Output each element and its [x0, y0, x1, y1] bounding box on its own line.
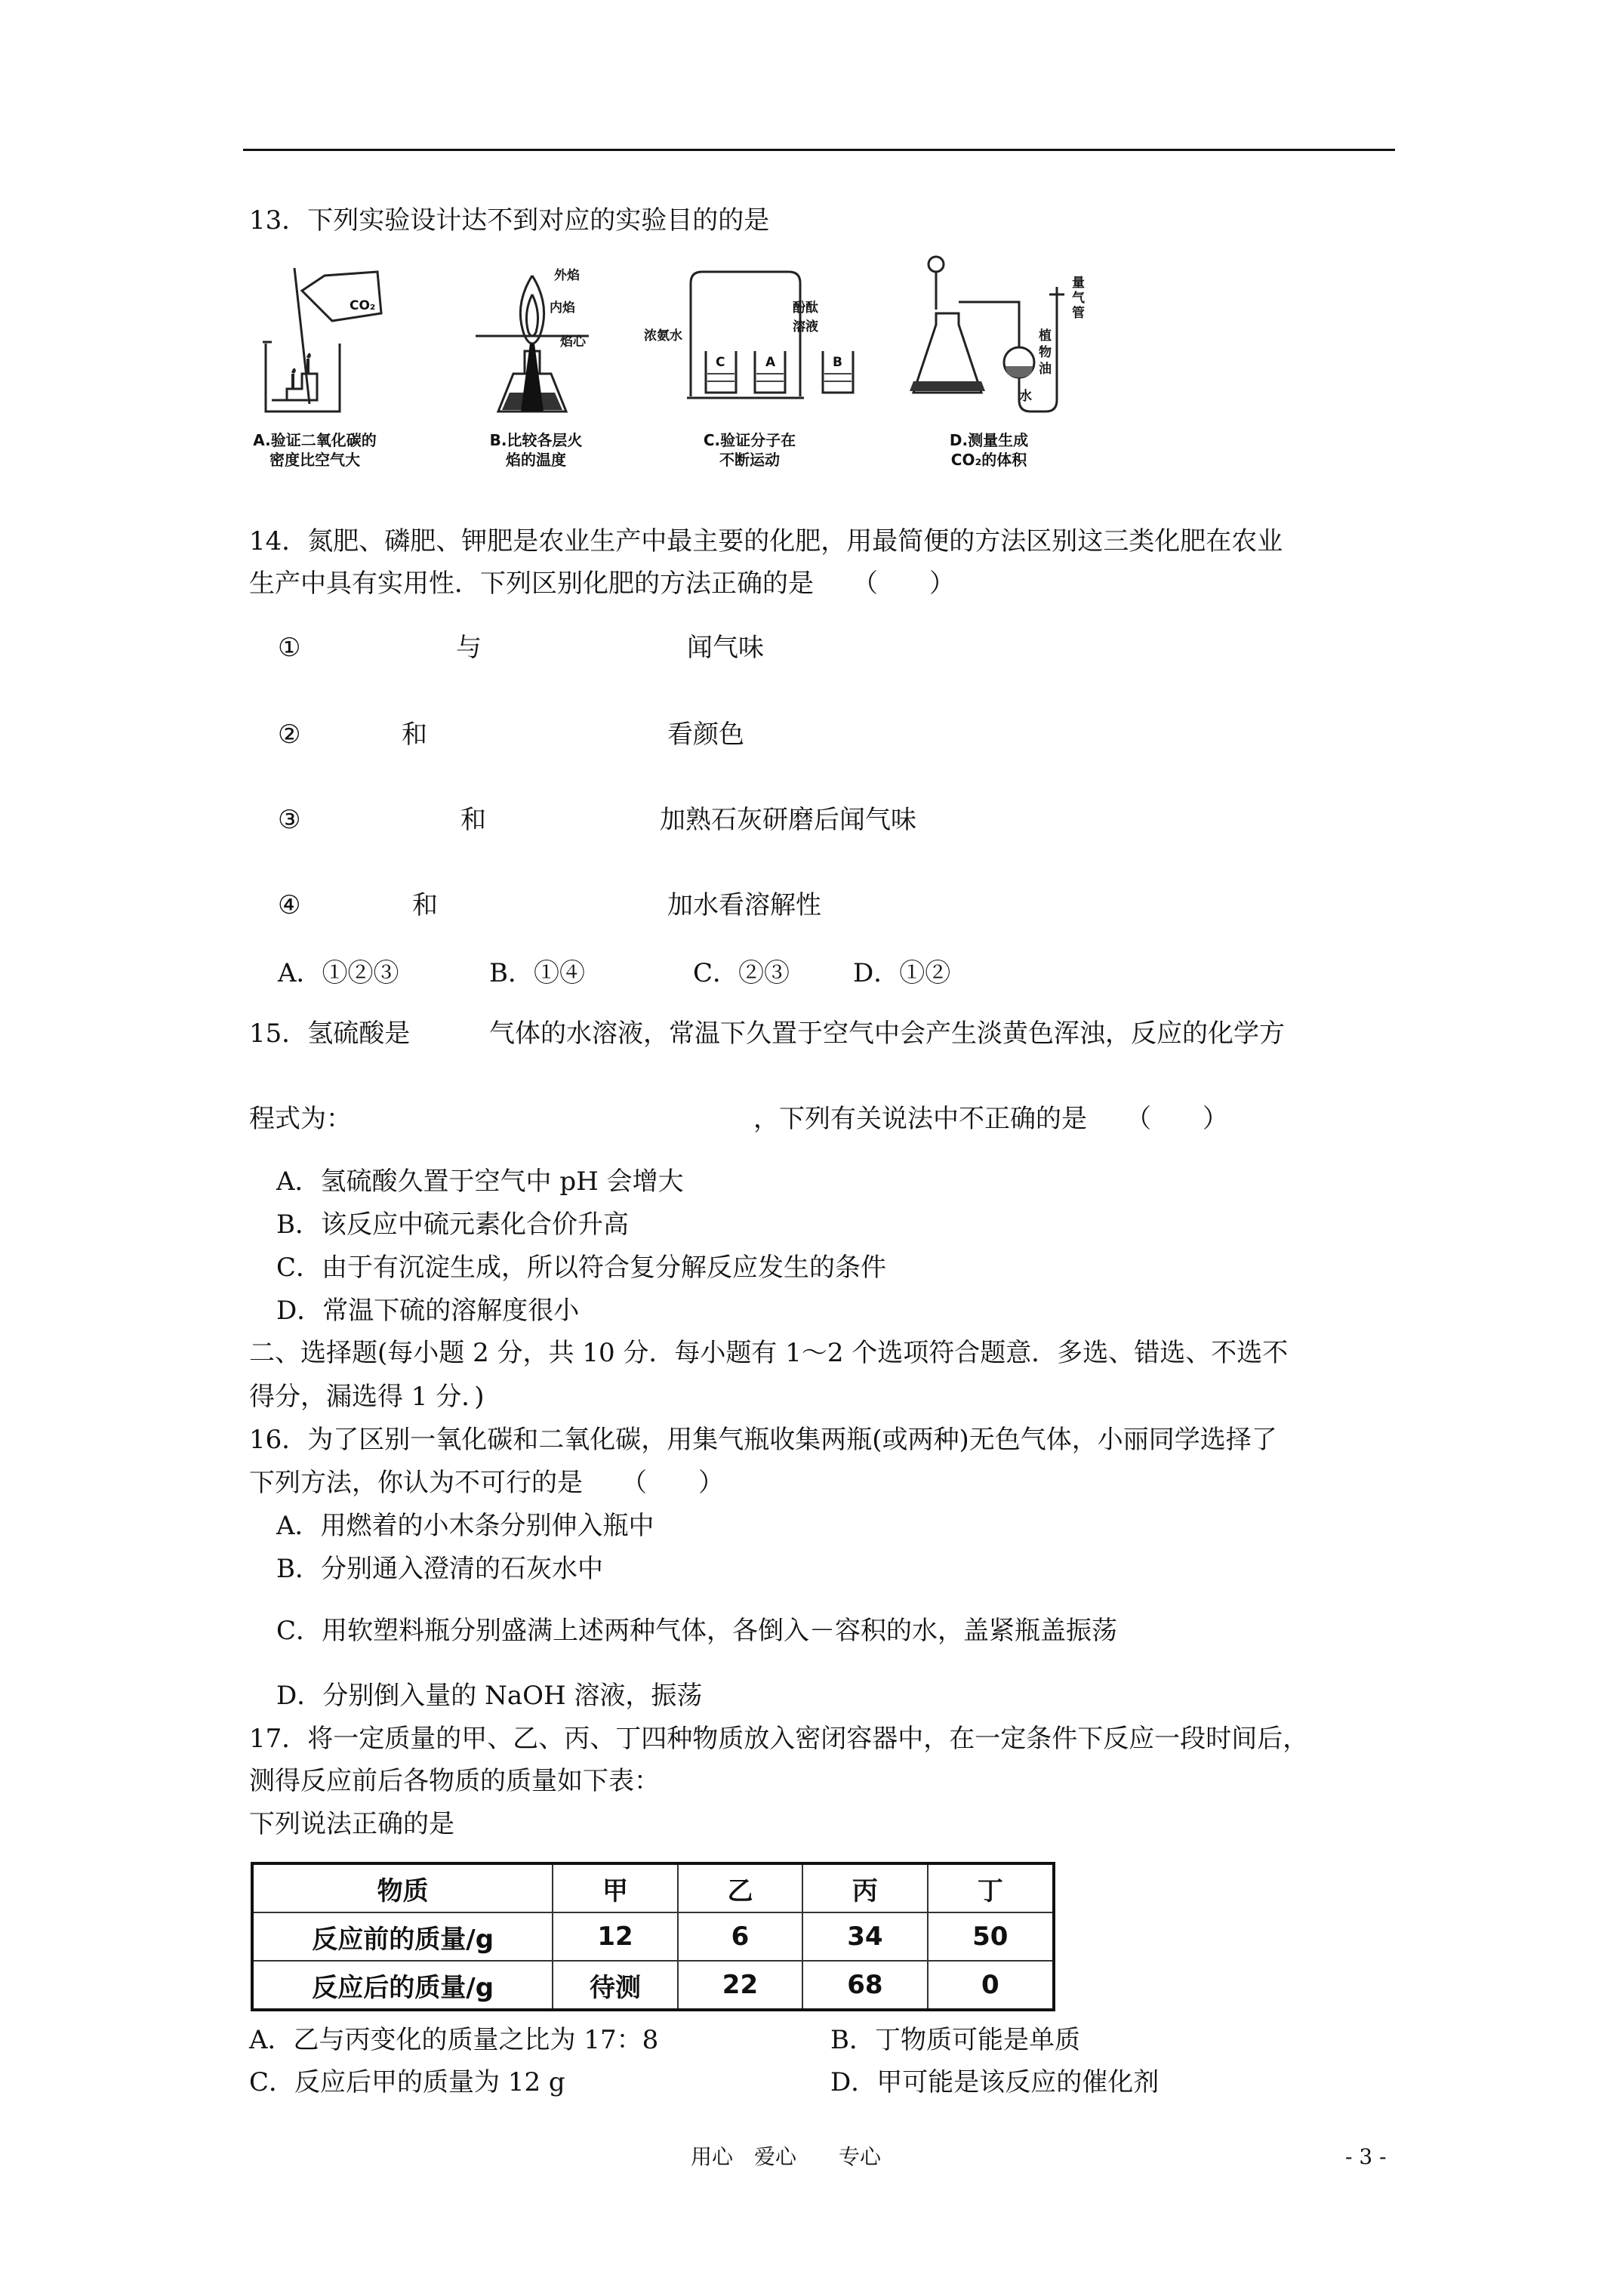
q15-option-a: A．氢硫酸久置于空气中 pH 会增大 [276, 1166, 684, 1197]
q14-item-2-method: 看颜色 [667, 720, 744, 750]
q14-item-1-num: ① [278, 633, 301, 663]
q14-option-d: D．①② [853, 958, 951, 988]
q14-item-1-conj: 与 [456, 633, 482, 663]
figure-b-caption-l2: 焰的温度 [506, 451, 566, 469]
table-cell: 反应前的质量/g [252, 1912, 553, 1961]
mass-table [251, 1862, 1055, 2011]
q14-item-4-conj: 和 [412, 890, 438, 920]
table-cell: 待测 [553, 1961, 677, 2010]
table-cell: 6 [678, 1912, 802, 1961]
table-cell: 34 [802, 1912, 927, 1961]
q13-stem: 13．下列实验设计达不到对应的实验目的的是 [249, 205, 770, 236]
table-cell: 22 [678, 1961, 802, 2010]
figure-a-caption-l1: A.验证二氧化碳的 [253, 431, 377, 449]
q14-item-2-conj: 和 [402, 720, 427, 750]
table-row [252, 1912, 1054, 1961]
q14-item-3-method: 加熟石灰研磨后闻气味 [660, 805, 916, 835]
figure-c-caption [685, 430, 814, 470]
header-rule [243, 149, 1395, 151]
q16-stem-line-1: 16．为了区别一氧化碳和二氧化碳，用集气瓶收集两瓶(或两种)无色气体，小丽同学选择了 [249, 1425, 1277, 1455]
figure-b-label-0: 外焰 [554, 268, 580, 283]
figure-d-apparatus-icon [906, 249, 1079, 423]
q15-stem-a: 15．氢硫酸是 [249, 1019, 411, 1049]
q17-stem-line-2: 测得反应前后各物质的质量如下表： [249, 1766, 660, 1796]
figure-b-caption-l1: B.比较各层火 [489, 431, 583, 449]
q15-option-c: C．由于有沉淀生成，所以符合复分解反应发生的条件 [276, 1253, 887, 1283]
figure-c-beakers-icon [683, 268, 879, 404]
table-header-cell: 乙 [678, 1863, 802, 1912]
q14-item-2-num: ② [278, 720, 301, 750]
q14-item-4-num: ④ [278, 890, 301, 920]
q16-option-b: B．分别通入澄清的石灰水中 [276, 1554, 603, 1584]
q14-stem-line-2: 生产中具有实用性．下列区别化肥的方法正确的是 （ ） [249, 569, 955, 599]
q17-stem-line-3: 下列说法正确的是 [249, 1809, 454, 1839]
figure-b-label-1: 内焰 [550, 300, 575, 316]
figure-b-label-2: 焰心 [560, 334, 586, 350]
table-cell: 0 [928, 1961, 1054, 2010]
q14-option-a: A．①②③ [278, 958, 399, 988]
q15-stem-b: 气体的水溶液，常温下久置于空气中会产生淡黄色浑浊，反应的化学方 [489, 1019, 1285, 1049]
figure-c-caption-l1: C.验证分子在 [703, 431, 796, 449]
q14-item-1-method: 闻气味 [687, 633, 764, 663]
figure-c-label-3: C [716, 355, 725, 370]
section2-heading-line-1: 二、选择题(每小题 2 分，共 10 分．每小题有 1～2 个选项符合题意．多选、错选、不选不 [249, 1338, 1289, 1368]
page-number: - 3 - [1345, 2144, 1387, 2169]
q14-stem-line-1: 14．氮肥、磷肥、钾肥是农业生产中最主要的化肥，用最简便的方法区别这三类化肥在农业 [249, 526, 1283, 556]
figure-a-caption-l2: 密度比空气大 [269, 451, 360, 469]
q15-stem-c: 程式为： [249, 1104, 352, 1134]
table-cell: 12 [553, 1912, 677, 1961]
figure-d-label-2: 管 [1072, 306, 1085, 321]
figure-a-apparatus-icon [249, 260, 430, 423]
table-header-cell: 甲 [553, 1863, 677, 1912]
figure-c-label-1: 酚酞 [793, 300, 818, 316]
figure-c-label-4: A [765, 355, 776, 370]
q17-option-d: D．甲可能是该反应的催化剂 [830, 2067, 1160, 2097]
figure-c-caption-l2: 不断运动 [719, 451, 780, 469]
table-row [252, 1961, 1054, 2010]
figure-d-label-0: 量 [1072, 276, 1085, 291]
q14-option-c: C．②③ [693, 958, 790, 988]
table-header-cell: 丙 [802, 1863, 927, 1912]
q16-option-c: C．用软塑料瓶分别盛满上述两种气体，各倒入－容积的水，盖紧瓶盖振荡 [276, 1616, 1118, 1646]
figure-c-label-0: 浓氨水 [644, 328, 682, 344]
figure-d-label-3: 植 [1039, 328, 1052, 344]
table-cell: 反应后的质量/g [252, 1961, 553, 2010]
figure-b-flame-icon [476, 260, 627, 423]
figure-d-caption-l2: CO₂的体积 [950, 451, 1027, 469]
figure-d-caption [925, 430, 1053, 470]
section2-heading-line-2: 得分，漏选得 1 分．) [249, 1382, 485, 1412]
figure-d-label-5: 油 [1039, 362, 1052, 377]
q16-option-d: D．分别倒入量的 NaOH 溶液，振荡 [276, 1681, 703, 1711]
figure-a-label-0: CO₂ [350, 298, 376, 313]
footer-motto: 用心 爱心 专心 [691, 2144, 882, 2169]
figure-d-label-6: 水 [1019, 389, 1032, 404]
q14-item-4-method: 加水看溶解性 [667, 890, 821, 920]
q14-item-3-conj: 和 [460, 805, 486, 835]
q17-option-a: A．乙与丙变化的质量之比为 17：8 [249, 2025, 659, 2055]
q14-option-b: B．①④ [489, 958, 585, 988]
figure-c-label-5: B [833, 355, 842, 370]
table-cell: 50 [928, 1912, 1054, 1961]
q15-option-b: B．该反应中硫元素化合价升高 [276, 1210, 629, 1240]
q14-item-3-num: ③ [278, 805, 301, 835]
q15-option-d: D．常温下硫的溶解度很小 [276, 1296, 580, 1326]
q17-option-b: B．丁物质可能是单质 [830, 2025, 1080, 2055]
q15-stem-d: ，下列有关说法中不正确的是 （ ） [753, 1104, 1228, 1134]
figure-b-caption [472, 430, 600, 470]
q17-stem-line-1: 17．将一定质量的甲、乙、丙、丁四种物质放入密闭容器中，在一定条件下反应一段时间后， [249, 1724, 1309, 1754]
figure-c-label-2: 溶液 [793, 319, 818, 334]
q16-stem-line-2: 下列方法，你认为不可行的是 （ ） [249, 1468, 724, 1498]
figure-a-caption [251, 430, 379, 470]
figure-d-label-1: 气 [1072, 291, 1085, 306]
q17-option-c: C．反应后甲的质量为 12 g [249, 2067, 565, 2097]
q16-option-a: A．用燃着的小木条分别伸入瓶中 [276, 1511, 654, 1541]
figure-d-caption-l1: D.测量生成 [949, 431, 1029, 449]
table-header-row [252, 1863, 1054, 1912]
table-header-cell: 丁 [928, 1863, 1054, 1912]
figure-d-label-4: 物 [1039, 345, 1052, 360]
table-header-cell: 物质 [252, 1863, 553, 1912]
table-cell: 68 [802, 1961, 927, 2010]
